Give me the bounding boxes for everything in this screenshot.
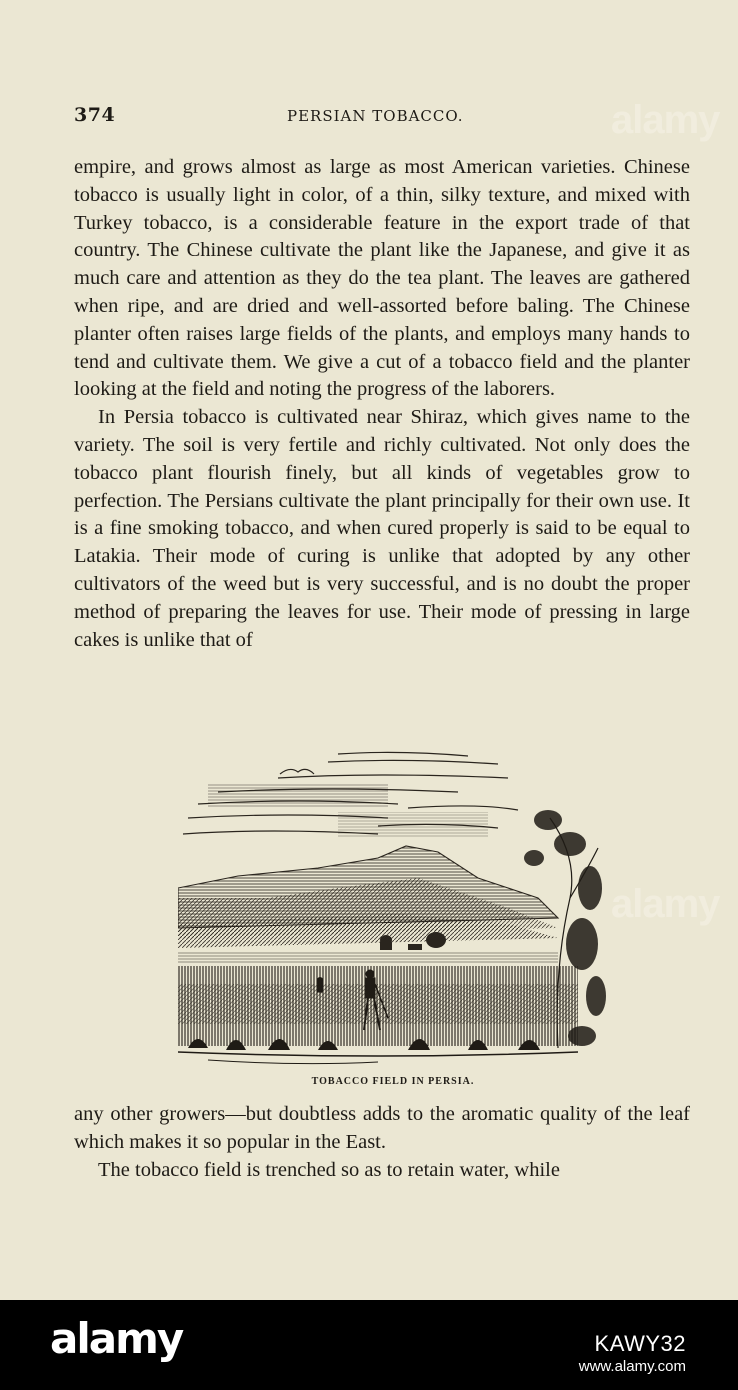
alamy-logo: alamy: [50, 1314, 183, 1363]
body-text-lower: [74, 1101, 690, 1184]
paragraph: any other growers—but doubtless adds to the aromatic quality of the leaf which makes it so popular in the East.: [74, 1103, 690, 1153]
watermark-top: alamy: [611, 98, 720, 142]
paragraph: The tobacco field is trenched so as to retain water, while: [98, 1158, 560, 1181]
watermark-mid: alamy: [611, 882, 720, 926]
site-url: www.alamy.com: [578, 1358, 686, 1375]
engraving-illustration: [178, 748, 608, 1070]
page-number: 374: [74, 104, 116, 126]
stock-footer-bar: [0, 1300, 738, 1390]
image-id: KAWY32: [594, 1331, 686, 1356]
tobacco-field-engraving: [178, 748, 608, 1070]
paragraph: empire, and grows almost as large as most American varieties. Chinese tobacco is usually light in color, of a thin, silky texture, and mixed with Turkey tobacco, is a considerable feature in the export trade of that country. The Chinese cultivate the plant like the Japanese, and give it as much care and attention as they do the tea plant. The leaves are gathered when ripe, and are dried and well-assorted before baling. The Chinese planter often raises large fields of the plants, and employs many hands to tend and cultivate them. We give a cut of a tobacco field and the planter looking at the field and noting the progress of the laborers.: [74, 156, 690, 401]
running-head: [74, 104, 690, 134]
running-title: PERSIAN TOBACCO.: [287, 107, 464, 125]
body-text-upper: [74, 154, 690, 654]
figure-caption: TOBACCO FIELD IN PERSIA.: [311, 1076, 475, 1087]
paragraph: In Persia tobacco is cultivated near Shiraz, which gives name to the variety. The soil is very fertile and richly cultivated. Not only does the tobacco plant flourish finely, but all kinds of vegetables grow to perfection. The Persians cultivate the plant principally for their own use. It is a fine smoking tobacco, and when cured properly is said to be equal to Latakia. Their mode of curing is unlike that adopted by any other cultivators of the weed but is very successful, and is no doubt the proper method of preparing the leaves for use. Their mode of pressing in large cakes is unlike that of: [74, 406, 690, 651]
